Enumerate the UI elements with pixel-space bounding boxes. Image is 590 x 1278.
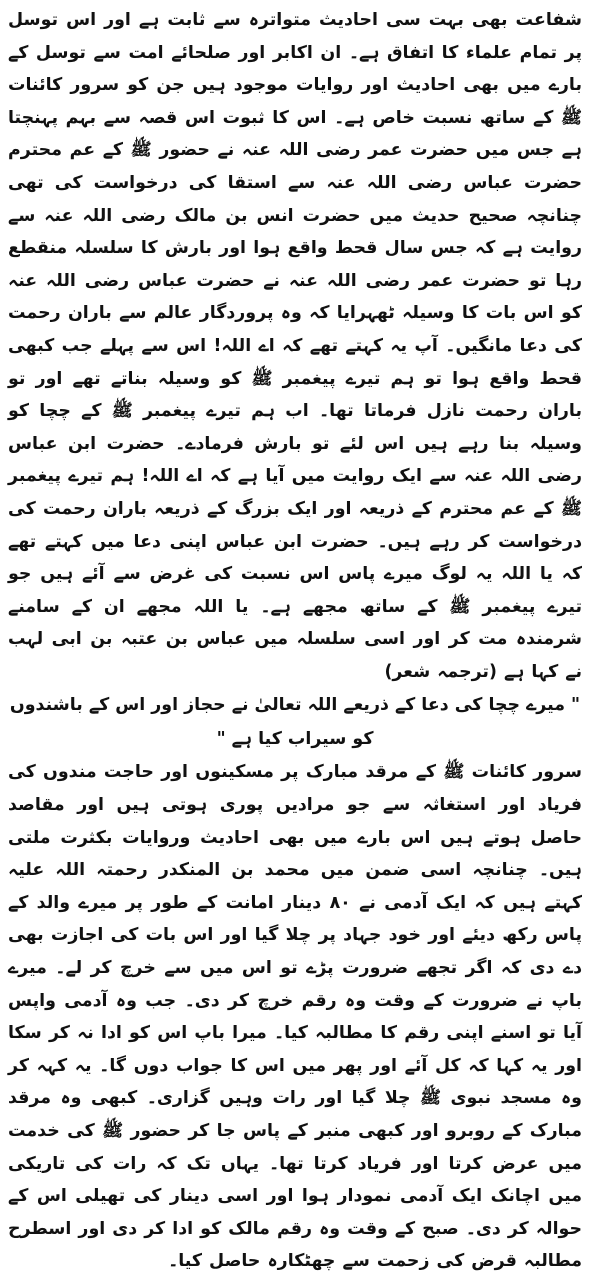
translated-couplet: " میرے چچا کی دعا کے ذریعے اللہ تعالیٰ نے حجاز اور اس کے باشندوں کو سیراب کیا ہے " — [9, 695, 581, 750]
paragraph-anecdote: سرور کائنات ﷺ کے مرقد مبارک پر مسکینوں اور حاجت مندوں کی فریاد اور استغاثہ سے جو مرادیں پوری ہوتی ہیں اور مقاصد حاصل ہوتے ہیں اس بارے میں بھی احادیث وروایات بکثرت ملتی ہیں۔ چنانچہ اسی ضمن میں محمد بن المنکدر رحمتہ اللہ علیہ کہتے ہیں کہ ایک آدمی نے ۸۰ دینار امانت کے طور پر میرے والد کے پاس رکھ دیئے اور خود جہاد پر چلا گیا اور اس بات کی اجازت بھی دے دی کہ اگر تجھے ضرورت پڑے تو اس میں سے خرچ کر لے۔ میرے باپ نے ضرورت کے وقت وہ رقم خرچ کر دی۔ جب وہ آدمی واپس آیا تو اسنے اپنی رقم کا مطالبہ کیا۔ میرا باپ اس کو ادا نہ کر سکا اور یہ کہا کہ کل آئے اور پھر میں اس کا جواب دوں گا۔ یہ کہہ کر وہ مسجد نبوی ﷺ چلا گیا اور رات وہیں گزاری۔ کبھی وہ مرقد مبارک کے روبرو اور کبھی منبر کے پاس جا کر حضور ﷺ کی خدمت میں عرض کرتا اور فریاد کرتا تھا۔ یہاں تک کہ رات کی تاریکی میں اچانک ایک آدمی نمودار ہوا اور اسی دینار کی تھیلی اس کے حوالہ کر دی۔ صبح کے وقت وہ رقم مالک کو ادا کر دی اور اسطرح مطالبہ قرض کی زحمت سے چھٹکارہ حاصل کیا۔ — [8, 762, 582, 1272]
paragraph-intercession: شفاعت بھی بہت سی احادیث متواترہ سے ثابت ہے اور اس توسل پر تمام علماء کا اتفاق ہے۔ ان اکابر اور صلحائے امت سے توسل کے بارے میں بھی احادیث اور روایات موجود ہیں جن کو سرور کائنات ﷺ کے ساتھ نسبت خاص ہے۔ اس کا ثبوت اس قصہ سے بہم پہنچتا ہے جس میں حضرت عمر رضی اللہ عنہ نے حضور ﷺ کے عم محترم حضرت عباس رضی اللہ عنہ سے استقا کی درخواست کی تھی چنانچہ صحیح حدیث میں حضرت انس بن مالک رضی اللہ عنہ سے روایت ہے کہ جس سال قحط واقع ہوا اور بارش کا سلسلہ منقطع رہا تو حضرت عمر رضی اللہ عنہ نے حضرت عباس رضی اللہ عنہ کو اس بات کا وسیلہ ٹھہرایا کہ وہ پروردگار عالم سے باران رحمت کی دعا مانگیں۔ آپ یہ کہتے تھے کہ اے اللہ! اس سے پہلے جب کبھی قحط واقع ہوا تو ہم تیرے پیغمبر ﷺ کو وسیلہ بناتے تھے اور تو باران رحمت نازل فرماتا تھا۔ اب ہم تیرے پیغمبر ﷺ کے چچا کو وسیلہ بنا رہے ہیں اس لئے تو بارش فرمادے۔ حضرت ابن عباس رضی اللہ عنہ سے ایک روایت میں آیا ہے کہ اے اللہ! ہم تیرے پیغمبر ﷺ کے عم محترم کے ذریعہ اور ایک بزرگ کے ذریعہ باران رحمت کی درخواست کر رہے ہیں۔ حضرت ابن عباس اپنی دعا میں کہتے تھے کہ یا اللہ یہ لوگ میرے پاس اس نسبت کی غرض سے آئے ہیں جو تیرے پیغمبر ﷺ کے ساتھ مجھے ہے۔ یا اللہ مجھے ان کے سامنے شرمندہ مت کر اور اسی سلسلہ میں عباس بن عتبہ بن ابی لہب نے کہا ہے (ترجمہ شعر) — [8, 10, 582, 682]
book-page — [8, 4, 582, 1272]
